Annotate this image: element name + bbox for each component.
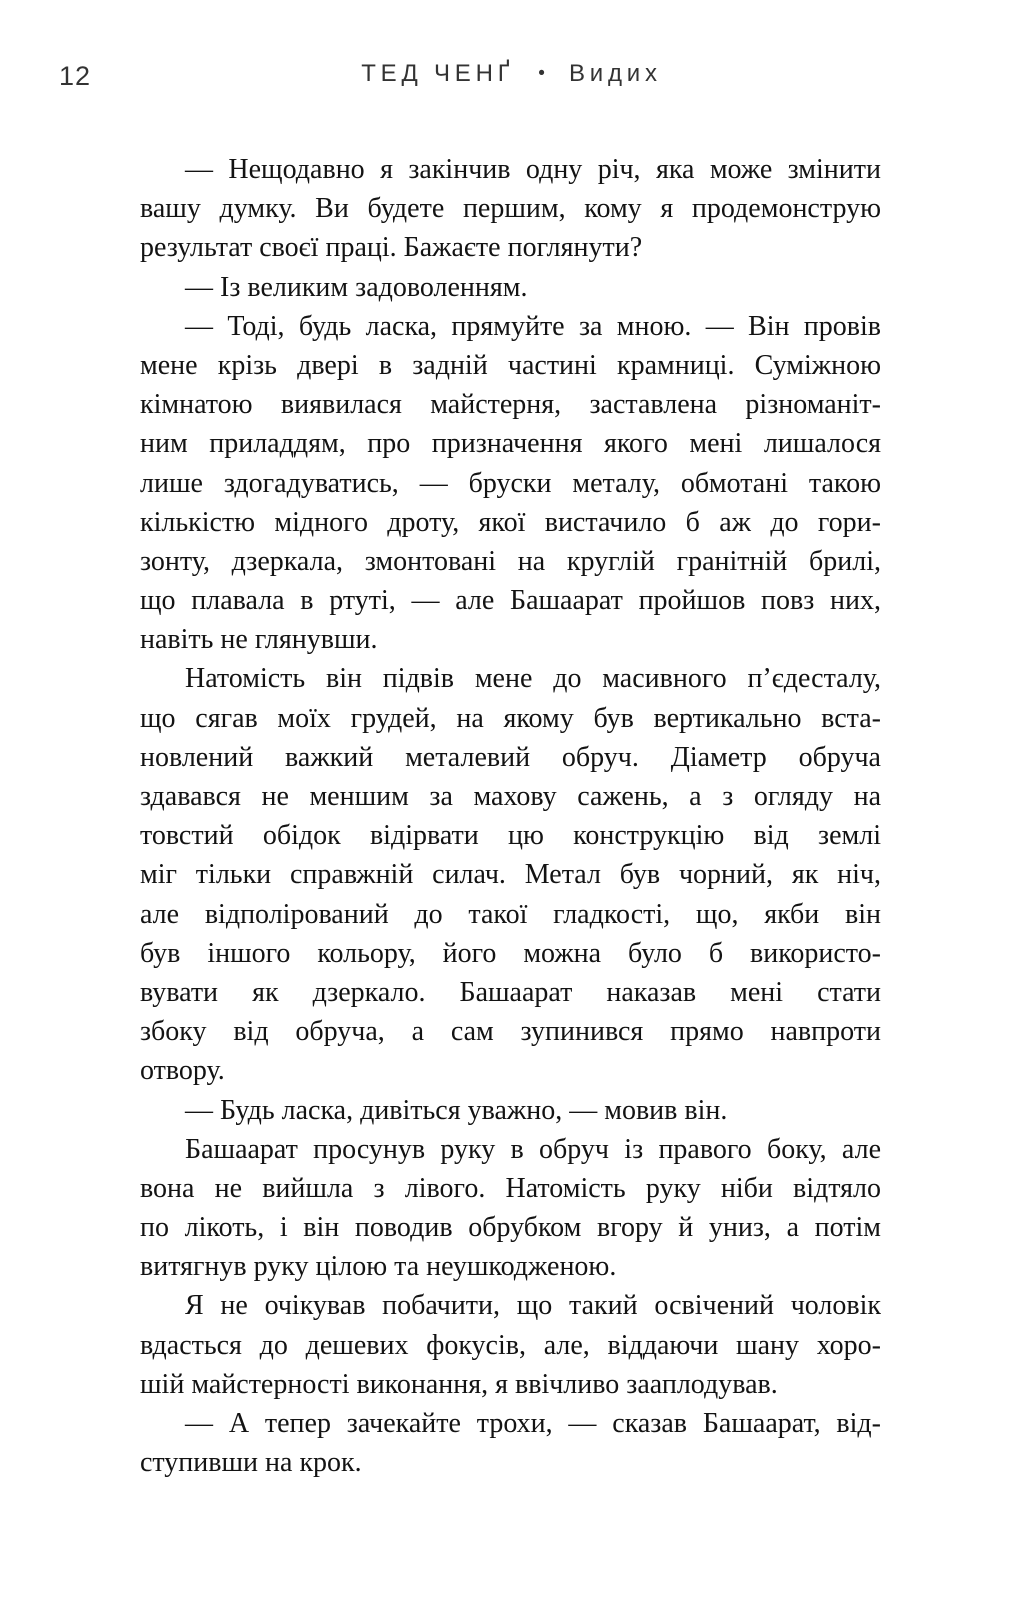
- text-line: товстий обідок відірвати цю конструкцію від землі: [140, 820, 881, 852]
- paragraph: [140, 1091, 881, 1130]
- text-line: що плавала в ртуті, — але Башаарат пройшов повз них,: [140, 585, 881, 617]
- running-title: [0, 60, 1023, 88]
- text-line: збоку від обруча, а сам зупинився прямо навпроти: [140, 1016, 881, 1048]
- text-line: — Із великим задоволенням.: [185, 271, 528, 303]
- text-line: новлений важкий металевий обруч. Діаметр обруча: [140, 741, 881, 773]
- page-header: [0, 60, 1023, 94]
- text-line: мене крізь двері в задній частині крамниці. Суміжною: [140, 349, 881, 381]
- text-line: отвору.: [140, 1055, 225, 1087]
- running-title-author: ТЕД ЧЕНҐ: [361, 60, 515, 87]
- paragraph: [140, 307, 881, 660]
- text-line: навіть не глянувши.: [140, 624, 378, 656]
- text-line: шій майстерності виконання, я ввічливо зааплодував.: [140, 1368, 778, 1400]
- text-line: — Тоді, будь ласка, прямуйте за мною. — Він провів: [185, 310, 881, 342]
- text-line: кімнатою виявилася майстерня, заставлена різноманіт-: [140, 389, 881, 421]
- paragraph: [140, 1404, 881, 1482]
- text-line: міг тільки справжній силач. Метал був чорний, як ніч,: [140, 859, 881, 891]
- text-line: зонту, дзеркала, змонтовані на круглій гранітній брилі,: [140, 545, 881, 577]
- text-line: ним приладдям, про призначення якого мені лишалося: [140, 428, 881, 460]
- page-number: 12: [59, 61, 92, 91]
- text-block: [140, 150, 881, 1482]
- text-line: вувати як дзеркало. Башаарат наказав мені стати: [140, 976, 881, 1008]
- text-line: вона не вийшла з лівого. Натомість руку ніби відтяло: [140, 1172, 881, 1204]
- separator-dot: •: [538, 63, 545, 84]
- text-line: був іншого кольору, його можна було б використо-: [140, 937, 881, 969]
- text-line: результат своєї праці. Бажаєте поглянути?: [140, 232, 643, 264]
- text-line: Я не очікував побачити, що такий освічений чоловік: [185, 1290, 881, 1322]
- text-line: але відполірований до такої гладкості, що, якби він: [140, 898, 881, 930]
- text-line: витягнув руку цілою та неушкодженою.: [140, 1251, 617, 1283]
- text-line: здавався не меншим за махову сажень, а з огляду на: [140, 781, 881, 812]
- text-line: що сягав моїх грудей, на якому був вертикально вста-: [140, 702, 881, 734]
- running-title-book: Видих: [568, 60, 662, 87]
- text-line: Башаарат просунув руку в обруч із правого боку, але: [185, 1133, 881, 1165]
- paragraph: [140, 150, 881, 268]
- text-line: Натомість він підвів мене до масивного п’єдесталу,: [185, 663, 881, 695]
- text-line: — Будь ласка, дивіться уважно, — мовив він.: [185, 1094, 728, 1126]
- paragraph: [140, 1286, 881, 1404]
- text-line: по лікоть, і він поводив обрубком вгору й униз, а потім: [140, 1212, 881, 1244]
- text-line: ступивши на крок.: [140, 1447, 362, 1479]
- paragraph: [140, 268, 881, 307]
- paragraph: [140, 659, 881, 1090]
- text-line: — А тепер зачекайте трохи, — сказав Башаарат, від-: [185, 1408, 881, 1439]
- paragraph: [140, 1130, 881, 1287]
- text-line: — Нещодавно я закінчив одну річ, яка може змінити: [185, 154, 881, 185]
- text-line: лише здогадуватись, — бруски металу, обмотані такою: [140, 467, 881, 499]
- text-line: вдасться до дешевих фокусів, але, віддаючи шану хоро-: [140, 1329, 881, 1361]
- text-line: кількістю мідного дроту, якої вистачило б аж до гори-: [140, 506, 881, 538]
- text-line: вашу думку. Ви будете першим, кому я продемонструю: [140, 193, 881, 225]
